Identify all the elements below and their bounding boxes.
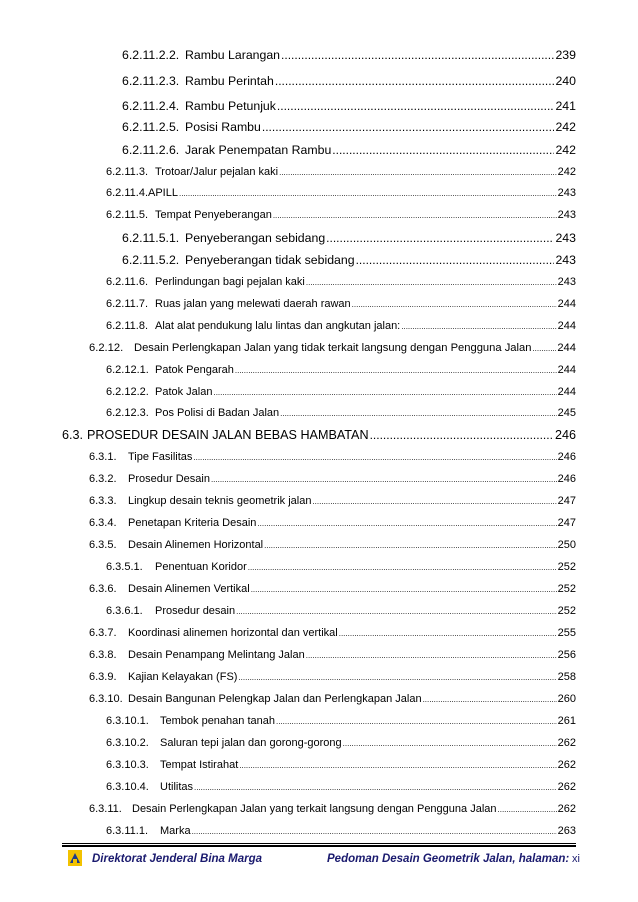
toc-entry-title: Desain Bangunan Pelengkap Jalan dan Perlengkapan Jalan — [128, 693, 422, 705]
toc-entry-title: Desain Alinemen Vertikal — [128, 583, 250, 595]
toc-leader-dots — [235, 366, 557, 375]
toc-entry-number: 6.2.11.7. — [106, 298, 148, 310]
toc-entry[interactable] — [106, 407, 576, 419]
toc-entry-number: 6.2.11.5.2. — [122, 253, 180, 267]
toc-entry-title: Tempat Penyeberangan — [155, 209, 272, 221]
toc-leader-dots — [239, 761, 556, 770]
toc-entry-number: 6.3.7. — [89, 627, 117, 639]
toc-entry-number: 6.3.5. — [89, 539, 117, 551]
toc-entry-page: 260 — [557, 693, 576, 705]
toc-entry-number: 6.2.11.2.2. — [122, 48, 180, 62]
toc-entry[interactable] — [122, 231, 576, 245]
toc-entry-number: 6.3.3. — [89, 495, 117, 507]
toc-entry-page: 263 — [557, 825, 576, 837]
toc-entry[interactable] — [106, 715, 576, 727]
toc-entry-number: 6.3.6.1. — [106, 605, 143, 617]
toc-entry-number: 6.2.12.2. — [106, 386, 149, 398]
toc-entry-page: 246 — [554, 428, 576, 442]
toc-leader-dots — [236, 607, 557, 616]
toc-entry-page: 243 — [555, 231, 576, 245]
toc-entry-page: 239 — [555, 48, 576, 62]
toc-entry-page: 252 — [557, 605, 576, 617]
toc-entry[interactable] — [106, 605, 576, 617]
toc-entry-number: 6.2.11.2.4. — [122, 99, 180, 113]
toc-entry-number: 6.3.9. — [89, 671, 117, 683]
toc-leader-dots — [211, 475, 557, 484]
toc-entry-page: 250 — [557, 539, 576, 551]
toc-entry[interactable] — [89, 649, 576, 661]
toc-entry-title: Patok Jalan — [155, 386, 213, 398]
toc-leader-dots — [326, 231, 554, 245]
toc-leader-dots — [251, 585, 557, 594]
toc-leader-dots — [248, 563, 557, 572]
toc-leader-dots — [194, 783, 557, 792]
toc-entry-page: 252 — [557, 583, 576, 595]
toc-entry-title: Pos Polisi di Badan Jalan — [155, 407, 280, 419]
toc-entry[interactable] — [106, 825, 576, 837]
toc-entry-title: Patok Pengarah — [155, 364, 234, 376]
toc-entry-title: PROSEDUR DESAIN JALAN BEBAS HAMBATAN — [87, 428, 369, 442]
toc-leader-dots — [275, 74, 555, 88]
toc-entry[interactable] — [106, 781, 576, 793]
toc-leader-dots — [238, 673, 556, 682]
toc-entry-number: 6.3.10.4. — [106, 781, 149, 793]
toc-entry-page: 261 — [557, 715, 576, 727]
toc-entry-page: 262 — [557, 781, 576, 793]
toc-entry-page: 243 — [557, 209, 576, 221]
toc-entry-title: Rambu Larangan — [185, 48, 281, 62]
toc-leader-dots — [352, 300, 557, 309]
toc-entry[interactable] — [89, 451, 576, 463]
toc-entry[interactable] — [89, 693, 576, 705]
toc-entry-page: 244 — [557, 342, 576, 354]
toc-entry-title: Alat alat pendukung lalu lintas dan angkutan jalan: — [155, 320, 401, 332]
toc-entry-page: 256 — [557, 649, 576, 661]
toc-entry-page: 241 — [555, 99, 576, 113]
toc-entry-title: Penyeberangan sebidang — [185, 231, 326, 245]
toc-entry-number: 6.3.4. — [89, 517, 117, 529]
toc-entry-title: Prosedur desain — [155, 605, 236, 617]
toc-entry-page: 244 — [557, 364, 576, 376]
toc-entry-number: 6.2.11.3. — [106, 166, 148, 178]
footer-document-title: Pedoman Desain Geometrik Jalan, halaman: — [327, 853, 570, 865]
toc-entry-number: 6.3.10.1. — [106, 715, 149, 727]
toc-entry[interactable] — [122, 99, 576, 113]
toc-entry-page: 244 — [557, 298, 576, 310]
footer-organization: Direktorat Jenderal Bina Marga — [92, 853, 263, 865]
toc-leader-dots — [370, 428, 554, 442]
toc-entry-title: Ruas jalan yang melewati daerah rawan — [155, 298, 351, 310]
page-footer — [62, 850, 580, 870]
toc-entry-number: 6.2.11.6. — [106, 276, 148, 288]
toc-leader-dots — [264, 541, 557, 550]
toc-entry-title: Marka — [160, 825, 191, 837]
toc-entry-title: APILL — [148, 187, 178, 199]
toc-entry[interactable] — [106, 561, 576, 573]
toc-entry-page: 262 — [557, 737, 576, 749]
toc-entry-number: 6.3. — [62, 428, 84, 442]
toc-entry-number: 6.2.12.1. — [106, 364, 149, 376]
toc-entry-number: 6.2.11.4. — [106, 187, 148, 199]
toc-entry-number: 6.3.10.2. — [106, 737, 149, 749]
toc-entry-title: Jarak Penempatan Rambu — [185, 143, 332, 157]
toc-entry[interactable] — [106, 364, 576, 376]
toc-entry-number: 6.2.12. — [89, 342, 124, 354]
toc-entry-number: 6.3.5.1. — [106, 561, 143, 573]
toc-leader-dots — [401, 322, 556, 331]
toc-entry[interactable] — [106, 187, 576, 199]
toc-entry[interactable] — [106, 737, 576, 749]
toc-entry-page: 243 — [557, 187, 576, 199]
toc-leader-dots — [423, 695, 557, 704]
toc-leader-dots — [281, 48, 554, 62]
toc-entry[interactable] — [106, 320, 576, 332]
toc-entry-title: Penetapan Kriteria Desain — [128, 517, 257, 529]
toc-entry-page: 240 — [555, 74, 576, 88]
footer-page-number: xi — [572, 853, 580, 865]
toc-entry-page: 245 — [557, 407, 576, 419]
toc-entry[interactable] — [89, 342, 576, 354]
toc-entry-page: 246 — [557, 451, 576, 463]
toc-entry[interactable] — [122, 253, 576, 267]
toc-entry-title: Rambu Petunjuk — [185, 99, 276, 113]
toc-leader-dots — [356, 253, 555, 267]
toc-entry-page: 244 — [557, 320, 576, 332]
toc-entry-number: 6.2.11.2.5. — [122, 120, 180, 134]
toc-entry-page: 262 — [557, 759, 576, 771]
toc-entry[interactable] — [89, 539, 576, 551]
toc-entry[interactable] — [89, 803, 576, 815]
toc-entry[interactable] — [106, 386, 576, 398]
toc-entry-title: Rambu Perintah — [185, 74, 274, 88]
toc-entry-title: Desain Penampang Melintang Jalan — [128, 649, 305, 661]
toc-entry-number: 6.2.11.8. — [106, 320, 148, 332]
toc-leader-dots — [257, 519, 556, 528]
toc-entry[interactable] — [89, 583, 576, 595]
toc-leader-dots — [312, 497, 556, 506]
toc-entry[interactable] — [89, 517, 576, 529]
toc-entry-title: Utilitas — [160, 781, 194, 793]
toc-entry[interactable] — [89, 473, 576, 485]
toc-leader-dots — [339, 629, 557, 638]
toc-entry-page: 243 — [557, 276, 576, 288]
toc-entry-page: 246 — [557, 473, 576, 485]
toc-entry-title: Prosedur Desain — [128, 473, 210, 485]
toc-entry-number: 6.3.11. — [89, 803, 122, 815]
toc-entry-number: 6.2.11.2.3. — [122, 74, 180, 88]
toc-entry[interactable] — [122, 120, 576, 134]
toc-entry-page: 243 — [555, 253, 576, 267]
toc-entry-page: 242 — [555, 143, 576, 157]
toc-entry-title: Tempat Istirahat — [160, 759, 239, 771]
toc-entry-page: 242 — [555, 120, 576, 134]
toc-entry[interactable] — [122, 74, 576, 88]
toc-entry-page: 247 — [557, 517, 576, 529]
toc-entry-title: Lingkup desain teknis geometrik jalan — [128, 495, 312, 507]
toc-leader-dots — [276, 717, 557, 726]
toc-entry-title: Perlindungan bagi pejalan kaki — [155, 276, 305, 288]
toc-entry-page: 244 — [557, 386, 576, 398]
toc-entry-title: Desain Perlengkapan Jalan yang terkait langsung dengan Pengguna Jalan — [132, 803, 497, 815]
toc-entry-page: 247 — [557, 495, 576, 507]
toc-entry[interactable] — [122, 143, 576, 157]
toc-leader-dots — [498, 805, 557, 814]
toc-entry-title: Saluran tepi jalan dan gorong-gorong — [160, 737, 342, 749]
toc-entry-number: 6.3.2. — [89, 473, 117, 485]
toc-entry-page: 255 — [557, 627, 576, 639]
toc-entry-title: Penentuan Koridor — [155, 561, 247, 573]
toc-entry-title: Kajian Kelayakan (FS) — [128, 671, 238, 683]
toc-leader-dots — [306, 651, 557, 660]
toc-entry-number: 6.3.6. — [89, 583, 117, 595]
toc-entry-number: 6.3.1. — [89, 451, 117, 463]
toc-entry[interactable] — [106, 166, 576, 178]
toc-leader-dots — [532, 344, 556, 353]
toc-entry[interactable] — [122, 48, 576, 62]
toc-entry-title: Posisi Rambu — [185, 120, 261, 134]
toc-leader-dots — [262, 120, 555, 134]
toc-entry[interactable] — [89, 495, 576, 507]
toc-entry[interactable] — [106, 209, 576, 221]
footer-divider-thick — [62, 845, 576, 847]
toc-leader-dots — [332, 143, 554, 157]
toc-entry[interactable] — [89, 671, 576, 683]
toc-entry-title: Tembok penahan tanah — [160, 715, 275, 727]
toc-leader-dots — [277, 99, 555, 113]
toc-entry[interactable] — [106, 759, 576, 771]
toc-entry-number: 6.2.12.3. — [106, 407, 149, 419]
toc-entry-page: 242 — [557, 166, 576, 178]
toc-leader-dots — [343, 739, 557, 748]
toc-entry-number: 6.2.11.5.1. — [122, 231, 180, 245]
toc-entry-title: Tipe Fasilitas — [128, 451, 193, 463]
toc-leader-dots — [273, 211, 557, 220]
toc-leader-dots — [306, 278, 557, 287]
toc-leader-dots — [179, 189, 557, 198]
toc-entry[interactable] — [106, 276, 576, 288]
toc-entry-title: Penyeberangan tidak sebidang — [185, 253, 355, 267]
toc-leader-dots — [213, 388, 556, 397]
toc-entry-number: 6.3.8. — [89, 649, 117, 661]
toc-entry-number: 6.2.11.5. — [106, 209, 148, 221]
toc-entry-page: 258 — [557, 671, 576, 683]
toc-leader-dots — [279, 168, 557, 177]
toc-leader-dots — [280, 409, 557, 418]
toc-leader-dots — [192, 827, 557, 836]
toc-entry[interactable] — [89, 627, 576, 639]
bina-marga-logo-icon — [68, 850, 82, 866]
toc-entry-title: Trotoar/Jalur pejalan kaki — [155, 166, 279, 178]
toc-entry-number: 6.3.10.3. — [106, 759, 149, 771]
toc-entry-page: 262 — [557, 803, 576, 815]
toc-entry[interactable] — [106, 298, 576, 310]
toc-entry-title: Koordinasi alinemen horizontal dan vertikal — [128, 627, 338, 639]
toc-entry-title: Desain Perlengkapan Jalan yang tidak terkait langsung dengan Pengguna Jalan — [134, 342, 532, 354]
toc-entry-number: 6.2.11.2.6. — [122, 143, 180, 157]
toc-entry-title: Desain Alinemen Horizontal — [128, 539, 264, 551]
toc-leader-dots — [193, 453, 556, 462]
toc-entry-number: 6.3.10. — [89, 693, 123, 705]
footer-divider — [62, 843, 576, 844]
toc-entry-page: 252 — [557, 561, 576, 573]
toc-entry-number: 6.3.11.1. — [106, 825, 148, 837]
toc-entry-section[interactable] — [62, 428, 576, 442]
